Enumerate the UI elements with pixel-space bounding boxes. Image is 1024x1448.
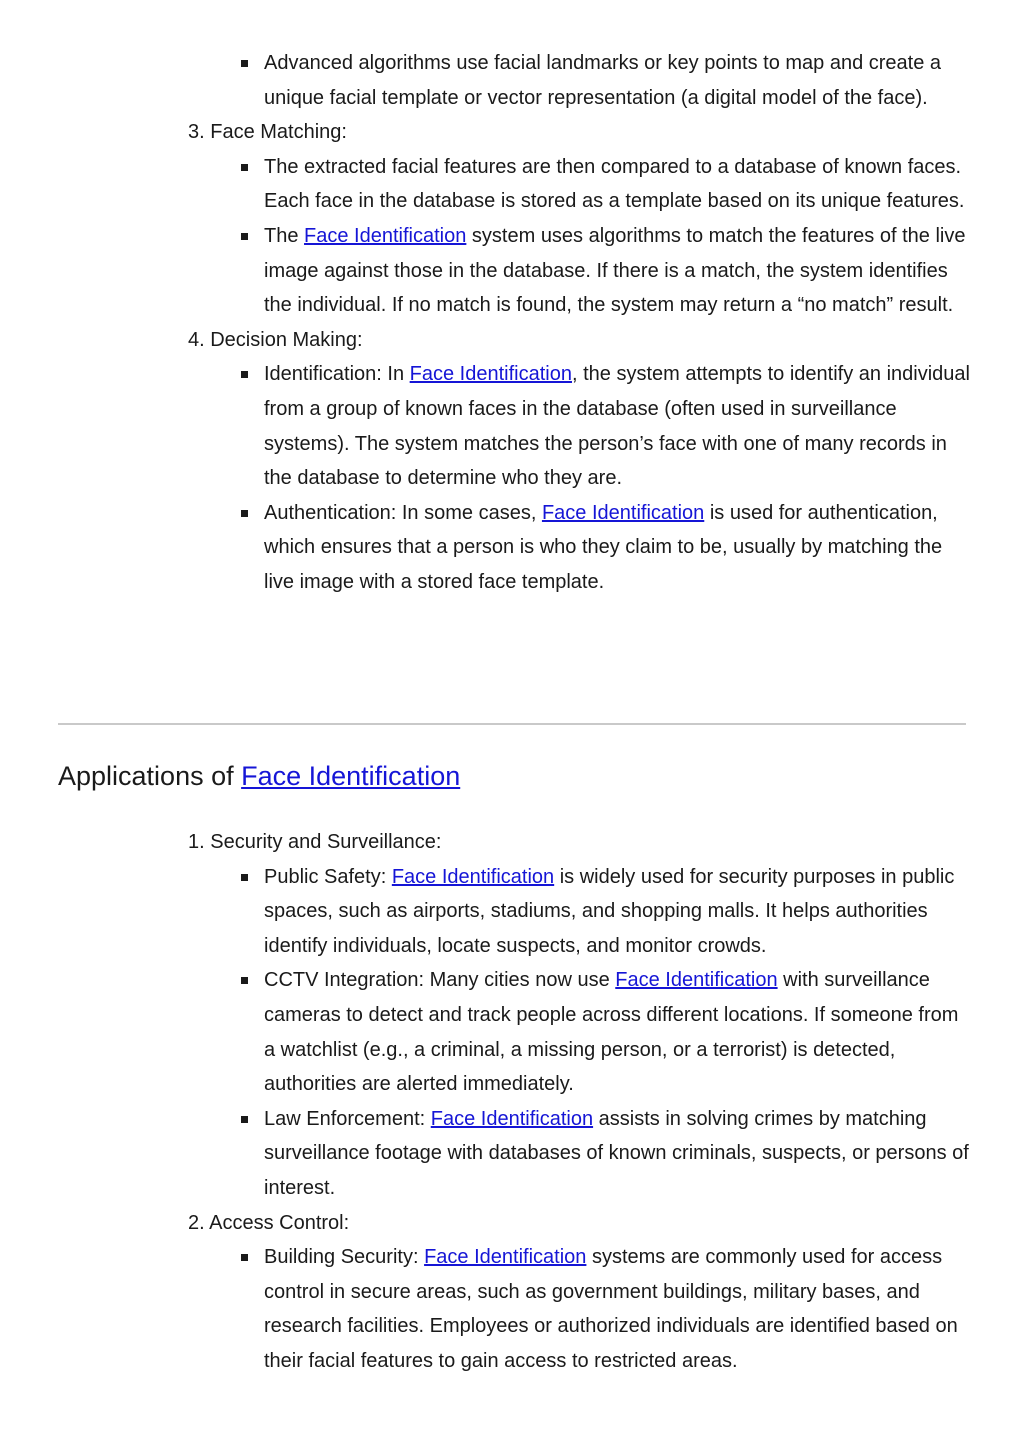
list-item-text-post: assists in solving crimes by matching surveillance footage with databases of known criminals, suspects, or persons of interest. bbox=[264, 1107, 969, 1199]
step-face-matching: 3. Face Matching: bbox=[188, 121, 347, 144]
step-decision-making: 4. Decision Making: bbox=[188, 328, 363, 351]
step-access-control: 2. Access Control: bbox=[188, 1211, 350, 1234]
list-item-text-post: , the system attempts to identify an individual from a group of known faces in the database (often used in surveillance systems). The system matches the person’s face with one of many records in the database to determine who they are. bbox=[264, 363, 970, 490]
face-identification-link[interactable]: Face Identification bbox=[541, 501, 705, 524]
list-item-text-pre: Public Safety: bbox=[264, 865, 392, 888]
square-bullet-icon bbox=[241, 510, 248, 517]
list-item bbox=[0, 357, 970, 495]
list-item-text-pre: Law Enforcement: bbox=[264, 1107, 431, 1130]
square-bullet-icon bbox=[241, 977, 248, 984]
list-item bbox=[0, 860, 970, 964]
list-item bbox=[0, 496, 970, 600]
face-identification-link[interactable]: Face Identification bbox=[304, 224, 467, 247]
face-identification-heading-link[interactable]: Face Identification bbox=[241, 761, 461, 791]
list-item-text-pre: Identification: In bbox=[264, 363, 410, 386]
list-item-text-post: system uses algorithms to match the features of the live image against those in the database. If there is a match, the system identifies the individual. If no match is found, the system may return a “no match” result. bbox=[264, 224, 966, 317]
list-item-text-post: is used for authentication, which ensures that a person is who they claim to be, usually by matching the live image with a stored face template. bbox=[264, 501, 943, 593]
ordered-list-item bbox=[0, 323, 1024, 358]
list-item-text-pre: Building Security: bbox=[264, 1246, 425, 1269]
list-item-text-pre: CCTV Integration: Many cities now use bbox=[264, 969, 616, 992]
list-item bbox=[0, 1102, 970, 1206]
list-item bbox=[0, 219, 970, 323]
square-bullet-icon bbox=[241, 164, 248, 171]
ordered-list-item bbox=[0, 1206, 1024, 1241]
face-identification-link[interactable]: Face Identification bbox=[391, 865, 555, 888]
list-item bbox=[0, 963, 970, 1101]
heading-text: Applications of bbox=[58, 761, 242, 791]
square-bullet-icon bbox=[241, 371, 248, 378]
square-bullet-icon bbox=[241, 233, 248, 240]
list-item-text-post: systems are commonly used for access control in secure areas, such as government buildings, military bases, and research facilities. Employees or authorized individuals are identified based on their facial features to gain access to restricted areas. bbox=[264, 1246, 958, 1372]
section-heading-applications bbox=[58, 758, 460, 794]
face-identification-link[interactable]: Face Identification bbox=[430, 1107, 594, 1130]
face-identification-link[interactable]: Face Identification bbox=[409, 363, 572, 386]
ordered-list-item bbox=[0, 115, 1024, 150]
how-it-works-list-continuation bbox=[0, 46, 1024, 600]
square-bullet-icon bbox=[241, 1116, 248, 1123]
face-identification-link[interactable]: Face Identification bbox=[615, 969, 778, 992]
face-identification-link[interactable]: Face Identification bbox=[424, 1246, 587, 1269]
square-bullet-icon bbox=[241, 60, 248, 67]
horizontal-divider bbox=[58, 723, 966, 725]
square-bullet-icon bbox=[241, 874, 248, 881]
step-security-surveillance: 1. Security and Surveillance: bbox=[188, 831, 442, 853]
list-item-text-pre: Authentication: In some cases, bbox=[264, 501, 542, 524]
list-item-text: Advanced algorithms use facial landmarks or key points to map and create a unique facial template or vector representation (a digital model of the face). bbox=[264, 52, 942, 109]
ordered-list-item bbox=[0, 825, 1024, 860]
square-bullet-icon bbox=[241, 1254, 248, 1261]
list-item bbox=[0, 150, 970, 219]
list-item bbox=[0, 1240, 970, 1378]
list-item bbox=[0, 46, 970, 115]
list-item-text-post: is widely used for security purposes in public spaces, such as airports, stadiums, and shopping malls. It helps authorities identify individuals, locate suspects, and monitor crowds. bbox=[264, 865, 955, 957]
applications-list bbox=[0, 825, 1024, 1379]
list-item-text-pre: The bbox=[264, 224, 305, 247]
list-item-text: The extracted facial features are then compared to a database of known faces. Each face in the database is stored as a template based on its unique features. bbox=[264, 155, 965, 213]
list-item-text-post: with surveillance cameras to detect and track people across different locations. If someone from a watchlist (e.g., a criminal, a missing person, or a terrorist) is detected, authorities are alerted immediately. bbox=[264, 969, 959, 1096]
